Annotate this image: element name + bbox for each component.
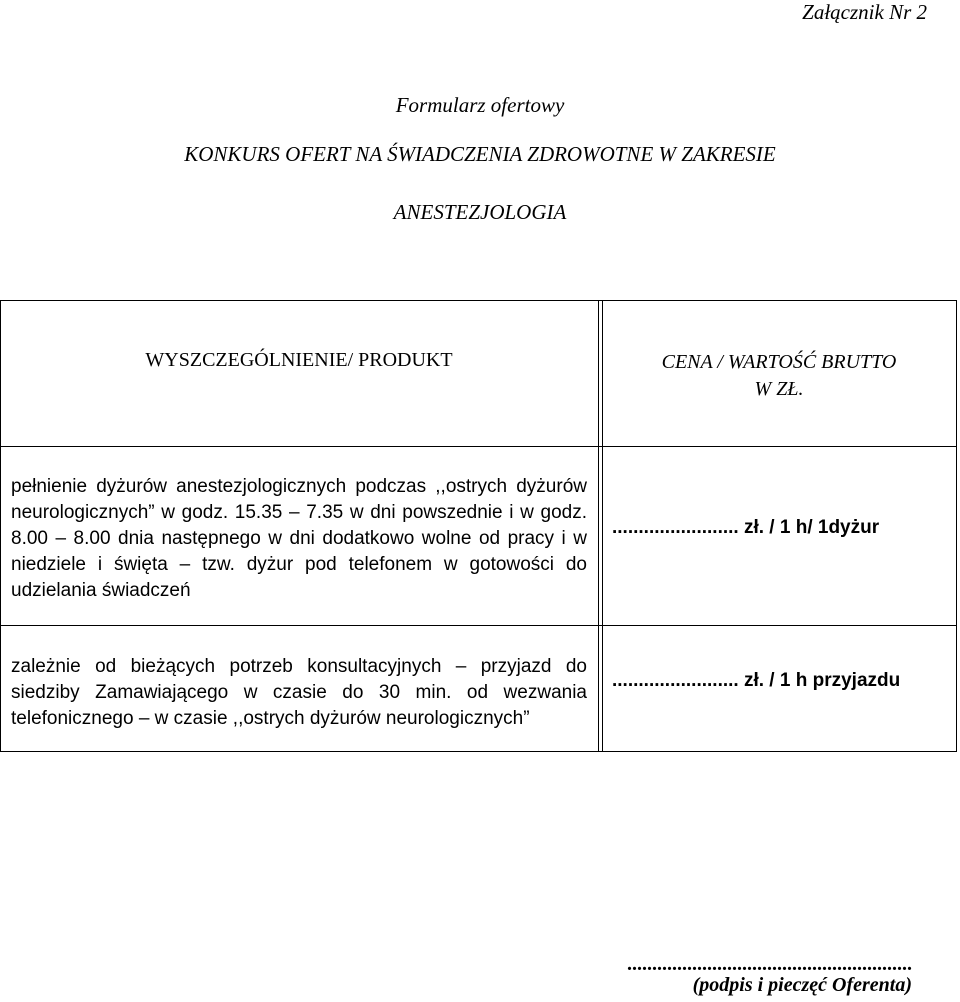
row-1-description: pełnienie dyżurów anestezjologicznych podczas ,,ostrych dyżurów neurologicznych” w godz. 15.35 – 7.35 w dni powszednie i w godz. 8.00 – 8.00 dnia następnego w dni dodatkowo wolne od pracy i w niedziele i święta – tzw. dyżur pod telefonem w gotowości do udzielania świadczeń xyxy=(11,476,587,601)
contest-title: KONKURS OFERT NA ŚWIADCZENIA ZDROWOTNE W ZAKRESIE xyxy=(184,142,776,166)
scope-title: ANESTEZJOLOGIA xyxy=(393,200,567,224)
table-header-divider xyxy=(0,446,957,447)
signature-label: (podpis i pieczęć Oferenta) xyxy=(692,974,912,996)
annex-label: Załącznik Nr 2 xyxy=(802,0,927,24)
column-header-product: WYSZCZEGÓLNIENIE/ PRODUKT xyxy=(145,349,453,371)
row-2-price: ........................ zł. / 1 h przyjazdu xyxy=(612,670,901,691)
row-2-description: zależnie od bieżących potrzeb konsultacyjnych – przyjazd do siedziby Zamawiającego w czasie do 30 min. od wezwania telefonicznego – w czasie ,,ostrych dyżurów neurologicznych” xyxy=(11,656,587,729)
form-title: Formularz ofertowy xyxy=(395,93,565,117)
column-header-price xyxy=(602,349,956,403)
column-header-price-line1: CENA / WARTOŚĆ BRUTTO xyxy=(661,351,897,373)
table-row-divider xyxy=(0,625,957,626)
row-1-price: ........................ zł. / 1 h/ 1dyżur xyxy=(612,517,880,538)
signature-line: ......................................................... xyxy=(627,953,912,975)
column-header-price-line2: W ZŁ. xyxy=(754,378,804,400)
table-column-divider xyxy=(598,300,599,752)
